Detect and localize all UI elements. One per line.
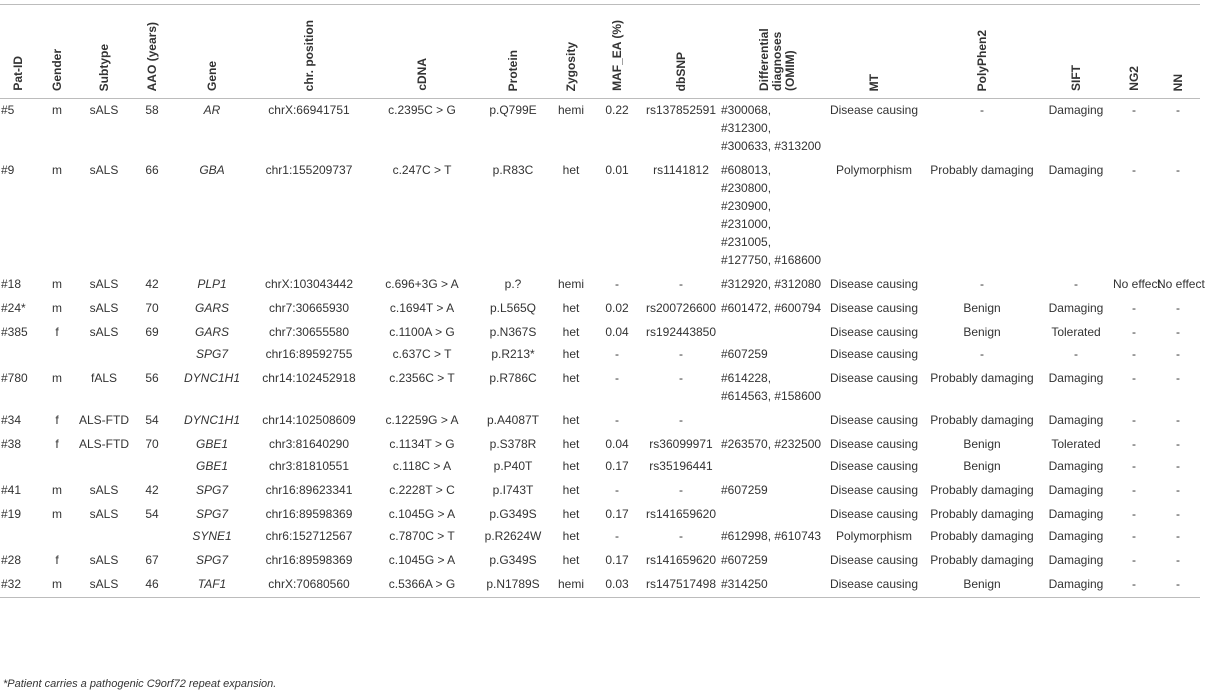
- col-header-subtype: Subtype: [78, 5, 130, 99]
- col-header-nn: NN: [1156, 5, 1200, 99]
- cell-dbsnp: rs192443850: [645, 325, 717, 339]
- cell-nn: -: [1176, 459, 1180, 473]
- cell-protein: p.G349S: [489, 553, 537, 567]
- cell-polyphen2: Benign: [924, 573, 1040, 598]
- col-header-maf-ea: MAF_EA (%): [592, 5, 642, 99]
- cell-mt: Disease causing: [829, 371, 919, 385]
- cell-sift: Damaging: [1048, 529, 1104, 543]
- cell-pat-id: #5: [1, 103, 15, 117]
- cell-chr-position: chr3:81810551: [268, 459, 350, 473]
- cell-sift: Damaging: [1048, 553, 1104, 567]
- cell-gene: SPG7: [195, 507, 228, 521]
- cell-maf-ea: 0.22: [605, 103, 629, 117]
- cell-subtype: sALS: [89, 483, 119, 497]
- cell-ng2: -: [1132, 437, 1136, 451]
- cell-gene: SPG7: [195, 347, 228, 361]
- cell-cdna: c.1045G > A: [388, 553, 456, 567]
- cell-ng2: -: [1132, 347, 1136, 361]
- col-header-protein: Protein: [476, 5, 550, 99]
- cell-aao: 70: [145, 437, 159, 451]
- cell-sift: Damaging: [1048, 371, 1104, 385]
- cell-differential-diagnoses: #614228, #614563, #158600: [721, 371, 822, 403]
- cell-maf-ea: -: [615, 347, 619, 361]
- cell-maf-ea: 0.04: [605, 325, 629, 339]
- cell-gene: TAF1: [174, 573, 250, 598]
- cell-protein: p.?: [504, 277, 522, 291]
- cell-dbsnp: rs137852591: [645, 103, 717, 117]
- cell-maf-ea: 0.04: [605, 437, 629, 451]
- cell-mt: Disease causing: [829, 553, 919, 567]
- col-header-zygosity: Zygosity: [550, 5, 592, 99]
- cell-dbsnp: rs36099971: [649, 437, 713, 451]
- cell-chr-position: chr14:102452918: [262, 371, 356, 385]
- cell-chr-position: chr3:81640290: [268, 437, 350, 451]
- cell-aao: 70: [145, 301, 159, 315]
- cell-chr-position: chr16:89623341: [265, 483, 353, 497]
- cell-chr-position: chr1:155209737: [265, 163, 353, 177]
- cell-ng2: -: [1132, 483, 1136, 497]
- cell-dbsnp: -: [679, 277, 683, 291]
- cell-polyphen2: Benign: [963, 301, 1001, 315]
- cell-ng2: -: [1112, 573, 1156, 598]
- cell-differential-diagnoses: #263570, #232500: [721, 437, 822, 451]
- cell-zygosity: het: [562, 529, 580, 543]
- cell-mt: Disease causing: [829, 325, 919, 339]
- cell-protein: p.R83C: [492, 163, 534, 177]
- cell-sift: Tolerated: [1051, 325, 1101, 339]
- cell-dbsnp: rs200726600: [645, 301, 717, 315]
- cell-pat-id: #385: [1, 325, 28, 339]
- cell-zygosity: het: [562, 163, 580, 177]
- cell-polyphen2: Probably damaging: [930, 371, 1034, 385]
- cell-nn: -: [1176, 371, 1180, 385]
- cell-cdna: c.2356C > T: [389, 371, 455, 385]
- cell-polyphen2: Benign: [963, 437, 1001, 451]
- cell-polyphen2: Probably damaging: [930, 529, 1034, 543]
- table-row: [0, 297, 1200, 321]
- cell-protein: p.I743T: [492, 483, 534, 497]
- cell-polyphen2: Probably damaging: [930, 507, 1034, 521]
- cell-differential-diagnoses: [720, 503, 824, 525]
- cell-nn: -: [1176, 553, 1180, 567]
- cell-cdna: c.1694T > A: [389, 301, 455, 315]
- cell-ng2: -: [1132, 301, 1136, 315]
- cell-maf-ea: -: [615, 529, 619, 543]
- cell-sift: Damaging: [1048, 507, 1104, 521]
- table-row: [0, 409, 1200, 433]
- cell-zygosity: het: [562, 301, 580, 315]
- cell-protein: p.N1789S: [476, 573, 550, 598]
- cell-gene: GBE1: [195, 437, 228, 451]
- cell-aao: 54: [145, 507, 159, 521]
- cell-mt: Disease causing: [829, 483, 919, 497]
- cell-chr-position: chr7:30655580: [268, 325, 350, 339]
- cell-ng2: -: [1132, 371, 1136, 385]
- cell-nn: -: [1176, 507, 1180, 521]
- cell-differential-diagnoses: #612998, #610743: [721, 529, 822, 543]
- cell-gender: f: [55, 413, 59, 427]
- cell-zygosity: hemi: [557, 103, 584, 117]
- cell-sift: Damaging: [1048, 483, 1104, 497]
- cell-zygosity: het: [562, 483, 580, 497]
- cell-subtype: sALS: [89, 103, 119, 117]
- cell-cdna: c.637C > T: [392, 347, 452, 361]
- cell-mt: Disease causing: [824, 573, 924, 598]
- cell-cdna: c.1100A > G: [389, 325, 455, 339]
- cell-dbsnp: rs1141812: [653, 163, 709, 177]
- cell-subtype: sALS: [89, 163, 119, 177]
- cell-maf-ea: 0.01: [605, 163, 629, 177]
- table-row: [0, 343, 1200, 367]
- col-header-sift: SIFT: [1040, 5, 1112, 99]
- cell-differential-diagnoses: #312920, #312080: [721, 277, 822, 291]
- cell-differential-diagnoses: [720, 409, 824, 433]
- cell-gene: SYNE1: [192, 529, 232, 543]
- cell-differential-diagnoses: #300068, #312300, #300633, #313200: [721, 103, 822, 153]
- cell-mt: Disease causing: [829, 347, 919, 361]
- cell-gene: GBE1: [195, 459, 228, 473]
- col-header-polyphen2: PolyPhen2: [924, 5, 1040, 99]
- cell-zygosity: het: [562, 413, 580, 427]
- cell-maf-ea: -: [615, 413, 619, 427]
- cell-pat-id: [0, 343, 36, 367]
- col-header-differential-diagnoses: Differential diagnoses (OMIM): [720, 5, 824, 99]
- cell-cdna: c.7870C > T: [389, 529, 455, 543]
- cell-cdna: c.696+3G > A: [385, 277, 459, 291]
- cell-maf-ea: 0.17: [605, 507, 629, 521]
- cell-zygosity: het: [562, 459, 580, 473]
- cell-subtype: ALS-FTD: [79, 437, 130, 451]
- col-header-gene: Gene: [174, 5, 250, 99]
- cell-aao: 46: [130, 573, 174, 598]
- cell-cdna: c.12259G > A: [385, 413, 459, 427]
- cell-gender: [36, 455, 78, 479]
- cell-aao: 42: [145, 483, 159, 497]
- cell-zygosity: hemi: [550, 573, 592, 598]
- cell-dbsnp: rs35196441: [649, 459, 713, 473]
- cell-gender: f: [55, 553, 59, 567]
- table-row: [0, 503, 1200, 525]
- cell-aao: 56: [145, 371, 159, 385]
- cell-sift: Damaging: [1048, 103, 1104, 117]
- cell-protein: p.A4087T: [486, 413, 540, 427]
- cell-dbsnp: rs141659620: [645, 553, 717, 567]
- cell-polyphen2: Benign: [963, 325, 1001, 339]
- cell-nn: -: [1176, 325, 1180, 339]
- cell-gene: AR: [203, 103, 221, 117]
- cell-mt: Disease causing: [829, 459, 919, 473]
- col-header-pat-id: Pat-ID: [0, 5, 36, 99]
- cell-differential-diagnoses: [720, 321, 824, 343]
- cell-gene: SPG7: [195, 553, 228, 567]
- cell-cdna: c.118C > A: [392, 459, 452, 473]
- cell-subtype: ALS-FTD: [79, 413, 130, 427]
- cell-ng2: -: [1132, 553, 1136, 567]
- cell-gene: GBA: [199, 163, 225, 177]
- col-header-ng2: NG2: [1112, 5, 1156, 99]
- cell-nn: -: [1176, 413, 1180, 427]
- cell-pat-id: #41: [1, 483, 22, 497]
- cell-cdna: c.2228T > C: [389, 483, 455, 497]
- cell-polyphen2: -: [980, 103, 984, 117]
- cell-mt: Polymorphism: [835, 163, 913, 177]
- cell-pat-id: #19: [1, 507, 22, 521]
- cell-polyphen2: Probably damaging: [930, 483, 1034, 497]
- col-header-gender: Gender: [36, 5, 78, 99]
- cell-gene: GARS: [194, 301, 229, 315]
- cell-gender: m: [52, 371, 62, 385]
- col-header-mt: MT: [824, 5, 924, 99]
- cell-zygosity: het: [562, 347, 580, 361]
- cell-sift: Damaging: [1048, 413, 1104, 427]
- cell-maf-ea: -: [615, 371, 619, 385]
- cell-zygosity: hemi: [557, 277, 584, 291]
- variants-table: [0, 4, 1205, 598]
- cell-ng2: -: [1132, 413, 1136, 427]
- cell-pat-id: #28: [1, 553, 22, 567]
- cell-ng2: -: [1132, 507, 1136, 521]
- cell-zygosity: het: [562, 371, 580, 385]
- cell-gene: GARS: [194, 325, 229, 339]
- cell-mt: Disease causing: [829, 277, 919, 291]
- table-row: [0, 455, 1200, 479]
- table-row: [0, 321, 1200, 343]
- cell-sift: Damaging: [1048, 459, 1104, 473]
- cell-aao: 58: [145, 103, 159, 117]
- cell-maf-ea: -: [615, 277, 619, 291]
- cell-subtype: fALS: [90, 371, 117, 385]
- cell-sift: Damaging: [1040, 573, 1112, 598]
- cell-nn: -: [1176, 347, 1180, 361]
- cell-sift: -: [1074, 277, 1078, 291]
- cell-chr-position: chr14:102508609: [262, 413, 356, 427]
- cell-nn: -: [1176, 437, 1180, 451]
- cell-gender: m: [52, 507, 62, 521]
- cell-subtype: sALS: [89, 277, 119, 291]
- cell-polyphen2: Probably damaging: [930, 413, 1034, 427]
- col-header-chr-position: chr. position: [250, 5, 368, 99]
- cell-dbsnp: -: [679, 347, 683, 361]
- cell-protein: p.N367S: [489, 325, 537, 339]
- cell-cdna: c.247C > T: [392, 163, 452, 177]
- cell-differential-diagnoses: #608013, #230800, #230900, #231000, #231005, #127750, #168600: [721, 163, 822, 267]
- cell-pat-id: [0, 455, 36, 479]
- cell-aao: [130, 343, 174, 367]
- cell-nn: No effect: [1157, 277, 1205, 291]
- cell-nn: -: [1156, 573, 1200, 598]
- cell-gene: DYNC1H1: [183, 413, 240, 427]
- table-footnote: *Patient carries a pathogenic C9orf72 repeat expansion.: [3, 678, 277, 690]
- cell-polyphen2: Probably damaging: [930, 553, 1034, 567]
- table-row: [0, 479, 1200, 503]
- cell-ng2: -: [1132, 459, 1136, 473]
- table-row: [0, 367, 1200, 409]
- cell-differential-diagnoses: #607259: [721, 553, 768, 567]
- cell-maf-ea: 0.02: [605, 301, 629, 315]
- table-row: [0, 273, 1200, 297]
- cell-chr-position: chr16:89598369: [265, 553, 353, 567]
- cell-ng2: -: [1132, 163, 1136, 177]
- cell-zygosity: het: [562, 553, 580, 567]
- cell-sift: Damaging: [1048, 301, 1104, 315]
- cell-pat-id: #9: [1, 163, 15, 177]
- cell-gender: m: [36, 573, 78, 598]
- cell-gender: f: [55, 325, 59, 339]
- cell-nn: -: [1176, 529, 1180, 543]
- cell-protein: p.L565Q: [489, 301, 537, 315]
- table-row: [0, 525, 1200, 549]
- cell-chr-position: chr16:89598369: [265, 507, 353, 521]
- cell-subtype: sALS: [89, 553, 119, 567]
- cell-chr-position: chrX:66941751: [268, 103, 350, 117]
- cell-zygosity: het: [562, 437, 580, 451]
- col-header-dbsnp: dbSNP: [642, 5, 720, 99]
- cell-polyphen2: -: [980, 277, 984, 291]
- cell-zygosity: het: [562, 325, 580, 339]
- cell-mt: Disease causing: [829, 413, 919, 427]
- cell-maf-ea: -: [615, 483, 619, 497]
- cell-gender: [36, 525, 78, 549]
- cell-subtype: [78, 525, 130, 549]
- cell-aao: [130, 455, 174, 479]
- cell-ng2: -: [1132, 325, 1136, 339]
- col-header-aao: AAO (years): [130, 5, 174, 99]
- table-body: [0, 99, 1205, 598]
- cell-pat-id: #34: [1, 413, 22, 427]
- cell-differential-diagnoses: #607259: [721, 347, 768, 361]
- cell-ng2: -: [1132, 529, 1136, 543]
- cell-dbsnp: rs147517498: [642, 573, 720, 598]
- cell-nn: -: [1176, 483, 1180, 497]
- cell-ng2: -: [1132, 103, 1136, 117]
- cell-subtype: [78, 343, 130, 367]
- cell-dbsnp: -: [679, 413, 683, 427]
- cell-mt: Disease causing: [829, 301, 919, 315]
- table-row: [0, 159, 1200, 273]
- cell-dbsnp: rs141659620: [645, 507, 717, 521]
- cell-gene: PLP1: [197, 277, 227, 291]
- cell-gender: m: [52, 163, 62, 177]
- cell-sift: -: [1074, 347, 1078, 361]
- cell-ng2: No effect: [1113, 277, 1161, 291]
- cell-mt: Disease causing: [829, 437, 919, 451]
- cell-protein: p.S378R: [489, 437, 537, 451]
- cell-protein: p.P40T: [493, 459, 533, 473]
- cell-chr-position: chr16:89592755: [265, 347, 353, 361]
- cell-gender: f: [55, 437, 59, 451]
- cell-chr-position: chr6:152712567: [265, 529, 353, 543]
- cell-pat-id: [0, 525, 36, 549]
- cell-pat-id: #38: [1, 437, 22, 451]
- cell-gender: m: [52, 103, 62, 117]
- cell-gene: DYNC1H1: [183, 371, 240, 385]
- cell-nn: -: [1176, 301, 1180, 315]
- cell-pat-id: #18: [1, 277, 22, 291]
- cell-aao: 66: [145, 163, 159, 177]
- cell-gender: m: [52, 301, 62, 315]
- cell-subtype: sALS: [89, 301, 119, 315]
- cell-polyphen2: -: [980, 347, 984, 361]
- cell-zygosity: het: [562, 507, 580, 521]
- cell-protein: p.Q799E: [489, 103, 537, 117]
- cell-differential-diagnoses: #601472, #600794: [721, 301, 822, 315]
- table-row: [0, 433, 1200, 455]
- table-row: [0, 549, 1200, 573]
- table-row: [0, 573, 1200, 598]
- cell-aao: 42: [145, 277, 159, 291]
- table-row: [0, 99, 1200, 160]
- cell-subtype: sALS: [89, 325, 119, 339]
- cell-gene: SPG7: [195, 483, 228, 497]
- cell-cdna: c.5366A > G: [368, 573, 476, 598]
- cell-aao: 54: [145, 413, 159, 427]
- cell-chr-position: chr7:30665930: [268, 301, 350, 315]
- cell-subtype: [78, 455, 130, 479]
- cell-differential-diagnoses: #607259: [721, 483, 768, 497]
- cell-polyphen2: Probably damaging: [930, 163, 1034, 177]
- cell-aao: 67: [145, 553, 159, 567]
- cell-mt: Disease causing: [829, 507, 919, 521]
- cell-aao: [130, 525, 174, 549]
- cell-maf-ea: 0.03: [592, 573, 642, 598]
- cell-protein: p.R2624W: [484, 529, 542, 543]
- cell-chr-position: chrX:103043442: [264, 277, 354, 291]
- cell-nn: -: [1176, 103, 1180, 117]
- cell-aao: 69: [145, 325, 159, 339]
- cell-subtype: sALS: [89, 507, 119, 521]
- col-header-cdna: cDNA: [368, 5, 476, 99]
- cell-cdna: c.1134T > G: [389, 437, 455, 451]
- cell-gender: [36, 343, 78, 367]
- cell-polyphen2: Benign: [963, 459, 1001, 473]
- cell-sift: Tolerated: [1051, 437, 1101, 451]
- cell-differential-diagnoses: [720, 455, 824, 479]
- cell-gender: m: [52, 483, 62, 497]
- cell-differential-diagnoses: #314250: [720, 573, 824, 598]
- cell-sift: Damaging: [1048, 163, 1104, 177]
- cell-cdna: c.2395C > G: [388, 103, 456, 117]
- header-row: [0, 5, 1200, 99]
- cell-cdna: c.1045G > A: [388, 507, 456, 521]
- cell-mt: Disease causing: [829, 103, 919, 117]
- cell-protein: p.R213*: [491, 347, 535, 361]
- cell-protein: p.G349S: [489, 507, 537, 521]
- cell-maf-ea: 0.17: [605, 553, 629, 567]
- cell-nn: -: [1176, 163, 1180, 177]
- cell-mt: Polymorphism: [835, 529, 913, 543]
- cell-subtype: sALS: [78, 573, 130, 598]
- cell-dbsnp: -: [679, 483, 683, 497]
- cell-pat-id: #24*: [1, 301, 26, 315]
- cell-dbsnp: -: [679, 529, 683, 543]
- cell-pat-id: #780: [1, 371, 28, 385]
- cell-gender: m: [52, 277, 62, 291]
- cell-dbsnp: -: [679, 371, 683, 385]
- cell-protein: p.R786C: [489, 371, 537, 385]
- cell-chr-position: chrX:70680560: [250, 573, 368, 598]
- cell-pat-id: #32: [0, 573, 36, 598]
- cell-maf-ea: 0.17: [605, 459, 629, 473]
